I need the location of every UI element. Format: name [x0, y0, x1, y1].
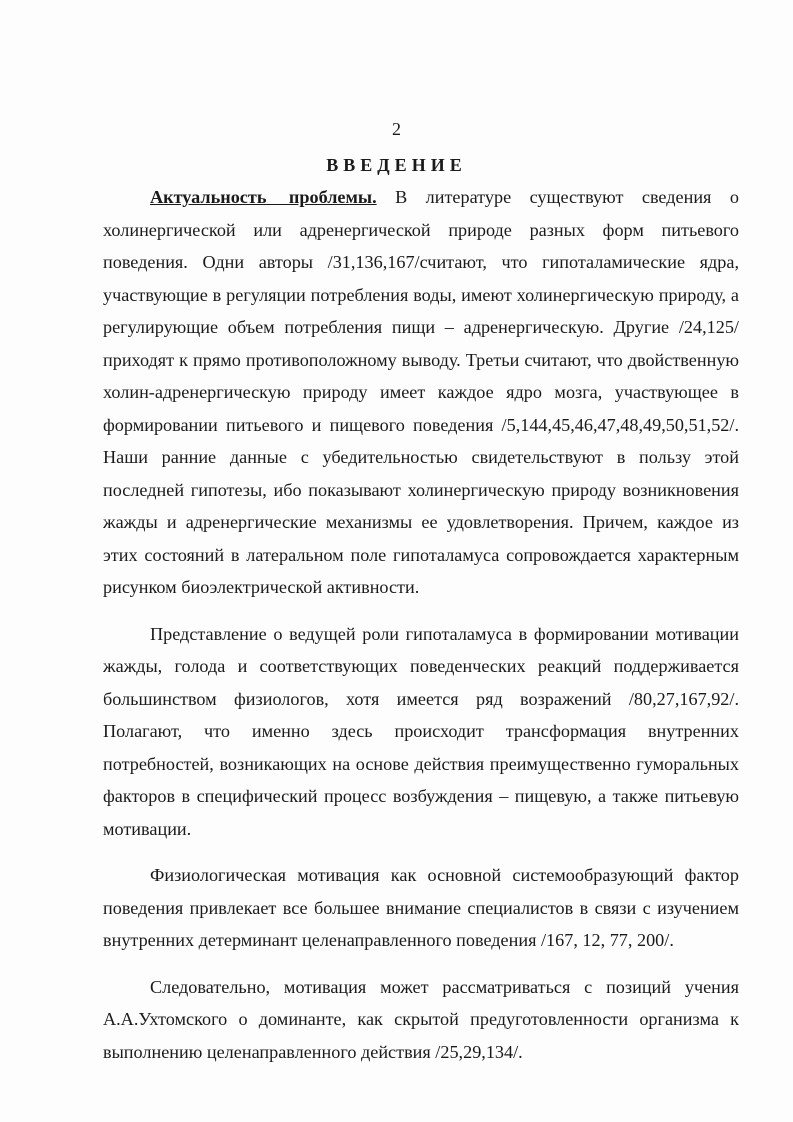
paragraph-hypothalamus-role: Представление о ведущей роли гипоталамуса в формировании мотивации жажды, голода и соответствующих поведенческих реакций поддерживается большинством физиологов, хотя имеется ряд возражений /80,27,167,92/. Полагают, что именно здесь происходит трансформация внутренних потребностей, возникающих на основе действия преимущественно гуморальных факторов в специфический процесс возбуждения – пищевую, а также питьевую мотивации.	[103, 623, 739, 839]
paragraph-lead-title: Актуальность проблемы.	[150, 187, 377, 207]
body-text	[103, 181, 739, 1082]
paragraph-motivation-factor: Физиологическая мотивация как основной системообразующий фактор поведения привлекает все большее внимание специалистов в связи с изучением внутренних детерминант целенаправленного поведения /167, 12, 77, 200/.	[103, 865, 739, 950]
paragraph-relevance	[103, 181, 739, 604]
paragraph-dominant-theory: Следовательно, мотивация может рассматриваться с позиций учения А.А.Ухтомского о доминанте, как скрытой предуготовленности организма к выполнению целенаправленного действия /25,29,134/.	[103, 976, 739, 1062]
section-heading: ВВЕДЕНИЕ	[326, 155, 467, 175]
paragraph-text: В литературе существуют сведения о холинергической или адренергической природе разных форм питьевого поведения. Одни авторы /31,136,167/считают, что гипоталамические ядра, участвующие в регуляции потребления воды, имеют холинергическую природу, а регулирующие объем потребления пищи – адренергическую. Другие /24,125/ приходят к прямо противоположному выводу. Третьи считают, что двойственную холин-адренергическую природу имеет каждое ядро мозга, участвующее в формировании питьевого и пищевого поведения /5,144,45,46,47,48,49,50,51,52/. Наши ранние данные с убедительностью свидетельствуют в пользу этой последней гипотезы, ибо показывают холинергическую природу возникновения жажды и адренергические механизмы ее удовлетворения. Причем, каждое из этих состояний в латеральном поле гипоталамуса сопровождается характерным рисунком биоэлектрической активности.	[103, 187, 739, 597]
page-number: 2	[392, 119, 401, 139]
